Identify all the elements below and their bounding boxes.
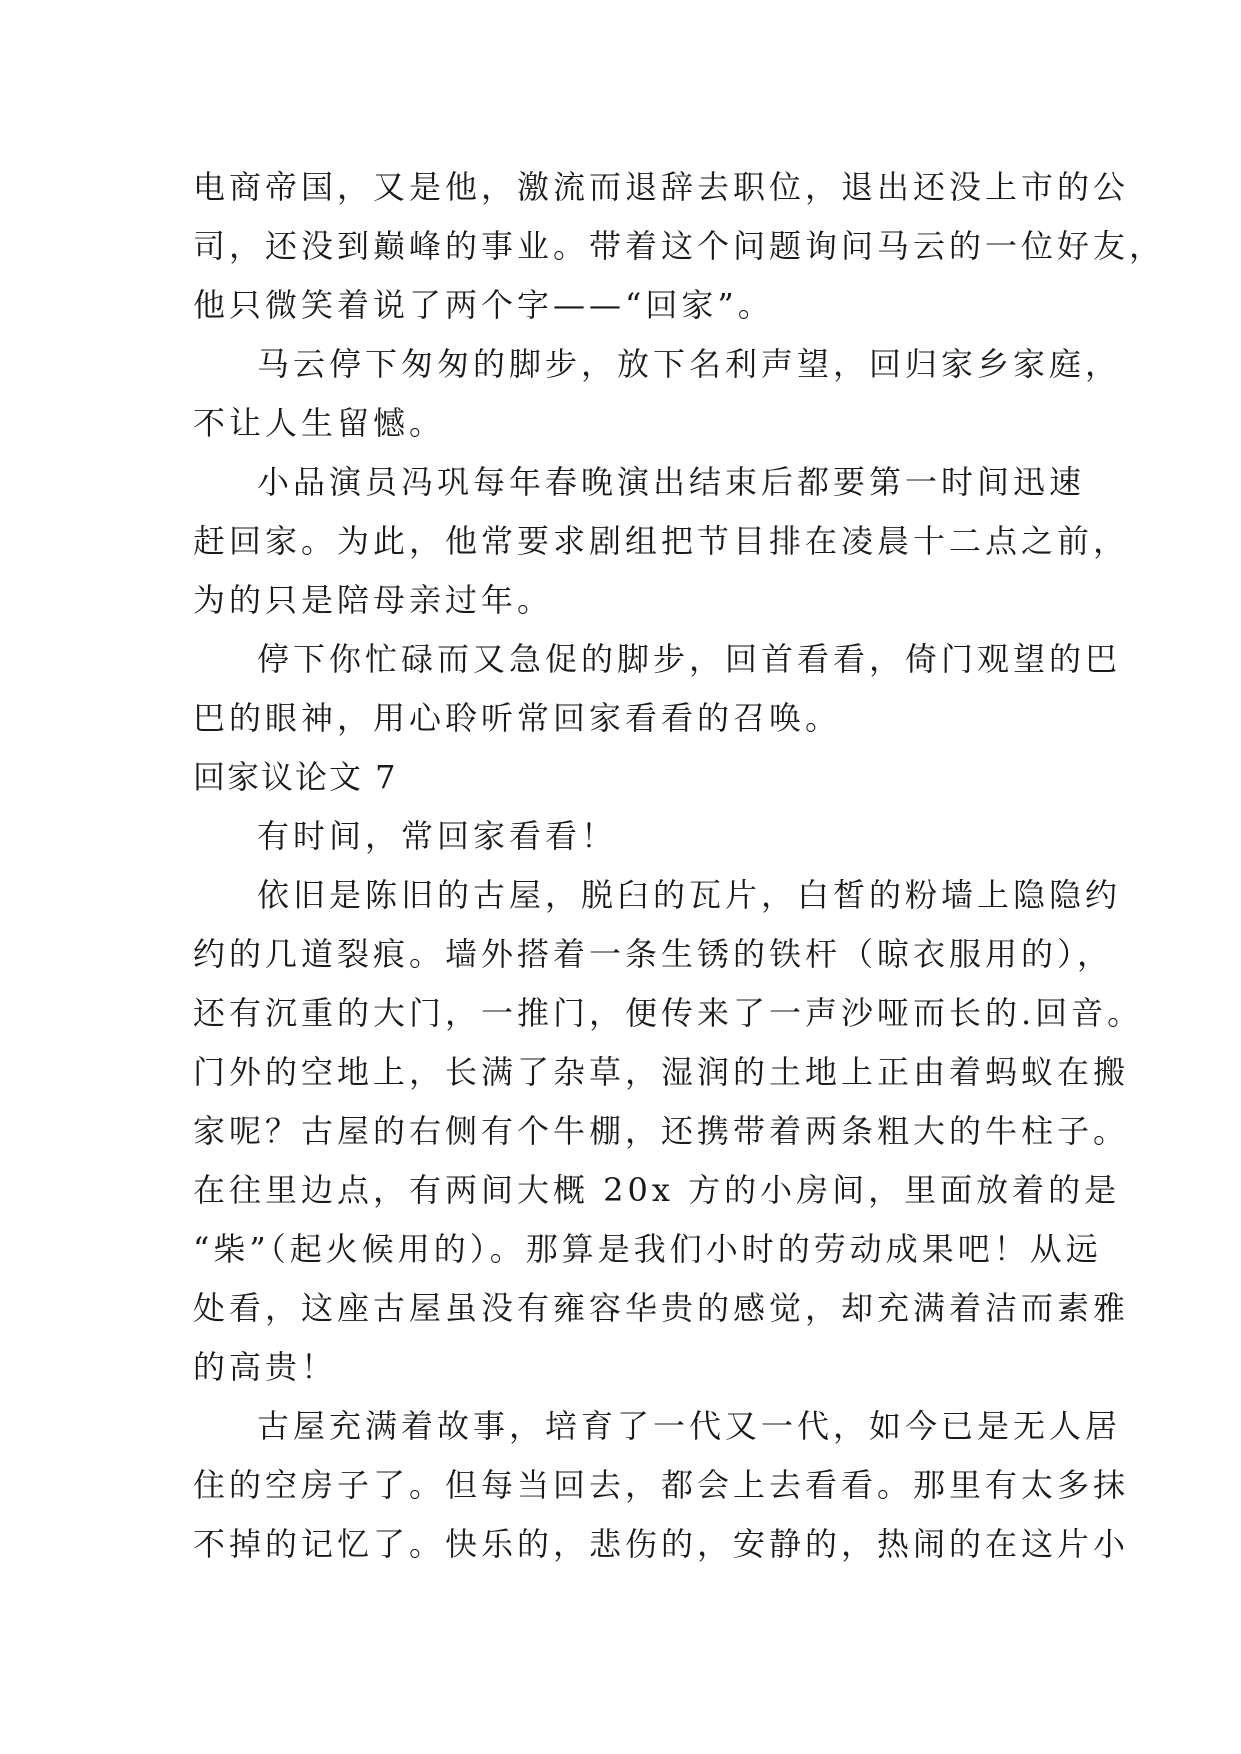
text-line: 他只微笑着说了两个字——“回家”。	[193, 286, 774, 324]
text-line: 还有沉重的大门，一推门，便传来了一声沙哑而长的.回音。	[193, 994, 1144, 1032]
text-line: 电商帝国，又是他，激流而退辞去职位，退出还没上市的公	[193, 168, 1130, 206]
text-line: 赶回家。为此，他常要求剧组把节目排在凌晨十二点之前，	[193, 522, 1130, 560]
text-line: 约的几道裂痕。墙外搭着一条生锈的铁杆（晾衣服用的），	[193, 935, 1114, 973]
text-line: 在往里边点，有两间大概 20x 方的小房间，里面放着的是	[193, 1171, 1121, 1209]
paragraph-first-line: 有时间，常回家看看！	[257, 817, 618, 855]
paragraph-first-line: 马云停下匆匆的脚步，放下名利声望，回归家乡家庭，	[257, 345, 1122, 383]
text-line: 不掉的记忆了。快乐的，悲伤的，安静的，热闹的在这片小	[193, 1525, 1130, 1563]
text-line: 家呢？古屋的右侧有个牛棚，还携带着两条粗大的牛柱子。	[193, 1112, 1130, 1150]
text-line: 司，还没到巅峰的事业。带着这个问题询问马云的一位好友，	[193, 227, 1166, 265]
section-heading: 回家议论文 7	[193, 758, 398, 796]
text-line: 的高贵！	[193, 1348, 338, 1386]
text-line: 处看，这座古屋虽没有雍容华贵的感觉，却充满着洁而素雅	[193, 1289, 1130, 1327]
paragraph-first-line: 依旧是陈旧的古屋，脱臼的瓦片，白皙的粉墙上隐隐约	[257, 876, 1122, 914]
paragraph-first-line: 停下你忙碌而又急促的脚步，回首看看，倚门观望的巴	[257, 640, 1122, 678]
text-line: 住的空房子了。但每当回去，都会上去看看。那里有太多抹	[193, 1466, 1130, 1504]
paragraph-first-line: 古屋充满着故事，培育了一代又一代，如今已是无人居	[257, 1407, 1122, 1445]
paragraph-first-line: 小品演员冯巩每年春晚演出结束后都要第一时间迅速	[257, 463, 1086, 501]
document-body	[193, 158, 1166, 1574]
text-line: 为的只是陪母亲过年。	[193, 581, 554, 619]
text-line: 不让人生留憾。	[193, 404, 446, 442]
text-line: 门外的空地上，长满了杂草，湿润的土地上正由着蚂蚁在搬	[193, 1053, 1130, 1091]
text-line: “柴”（起火候用的）。那算是我们小时的劳动成果吧！从远	[193, 1230, 1102, 1268]
text-line: 巴的眼神，用心聆听常回家看看的召唤。	[193, 699, 842, 737]
